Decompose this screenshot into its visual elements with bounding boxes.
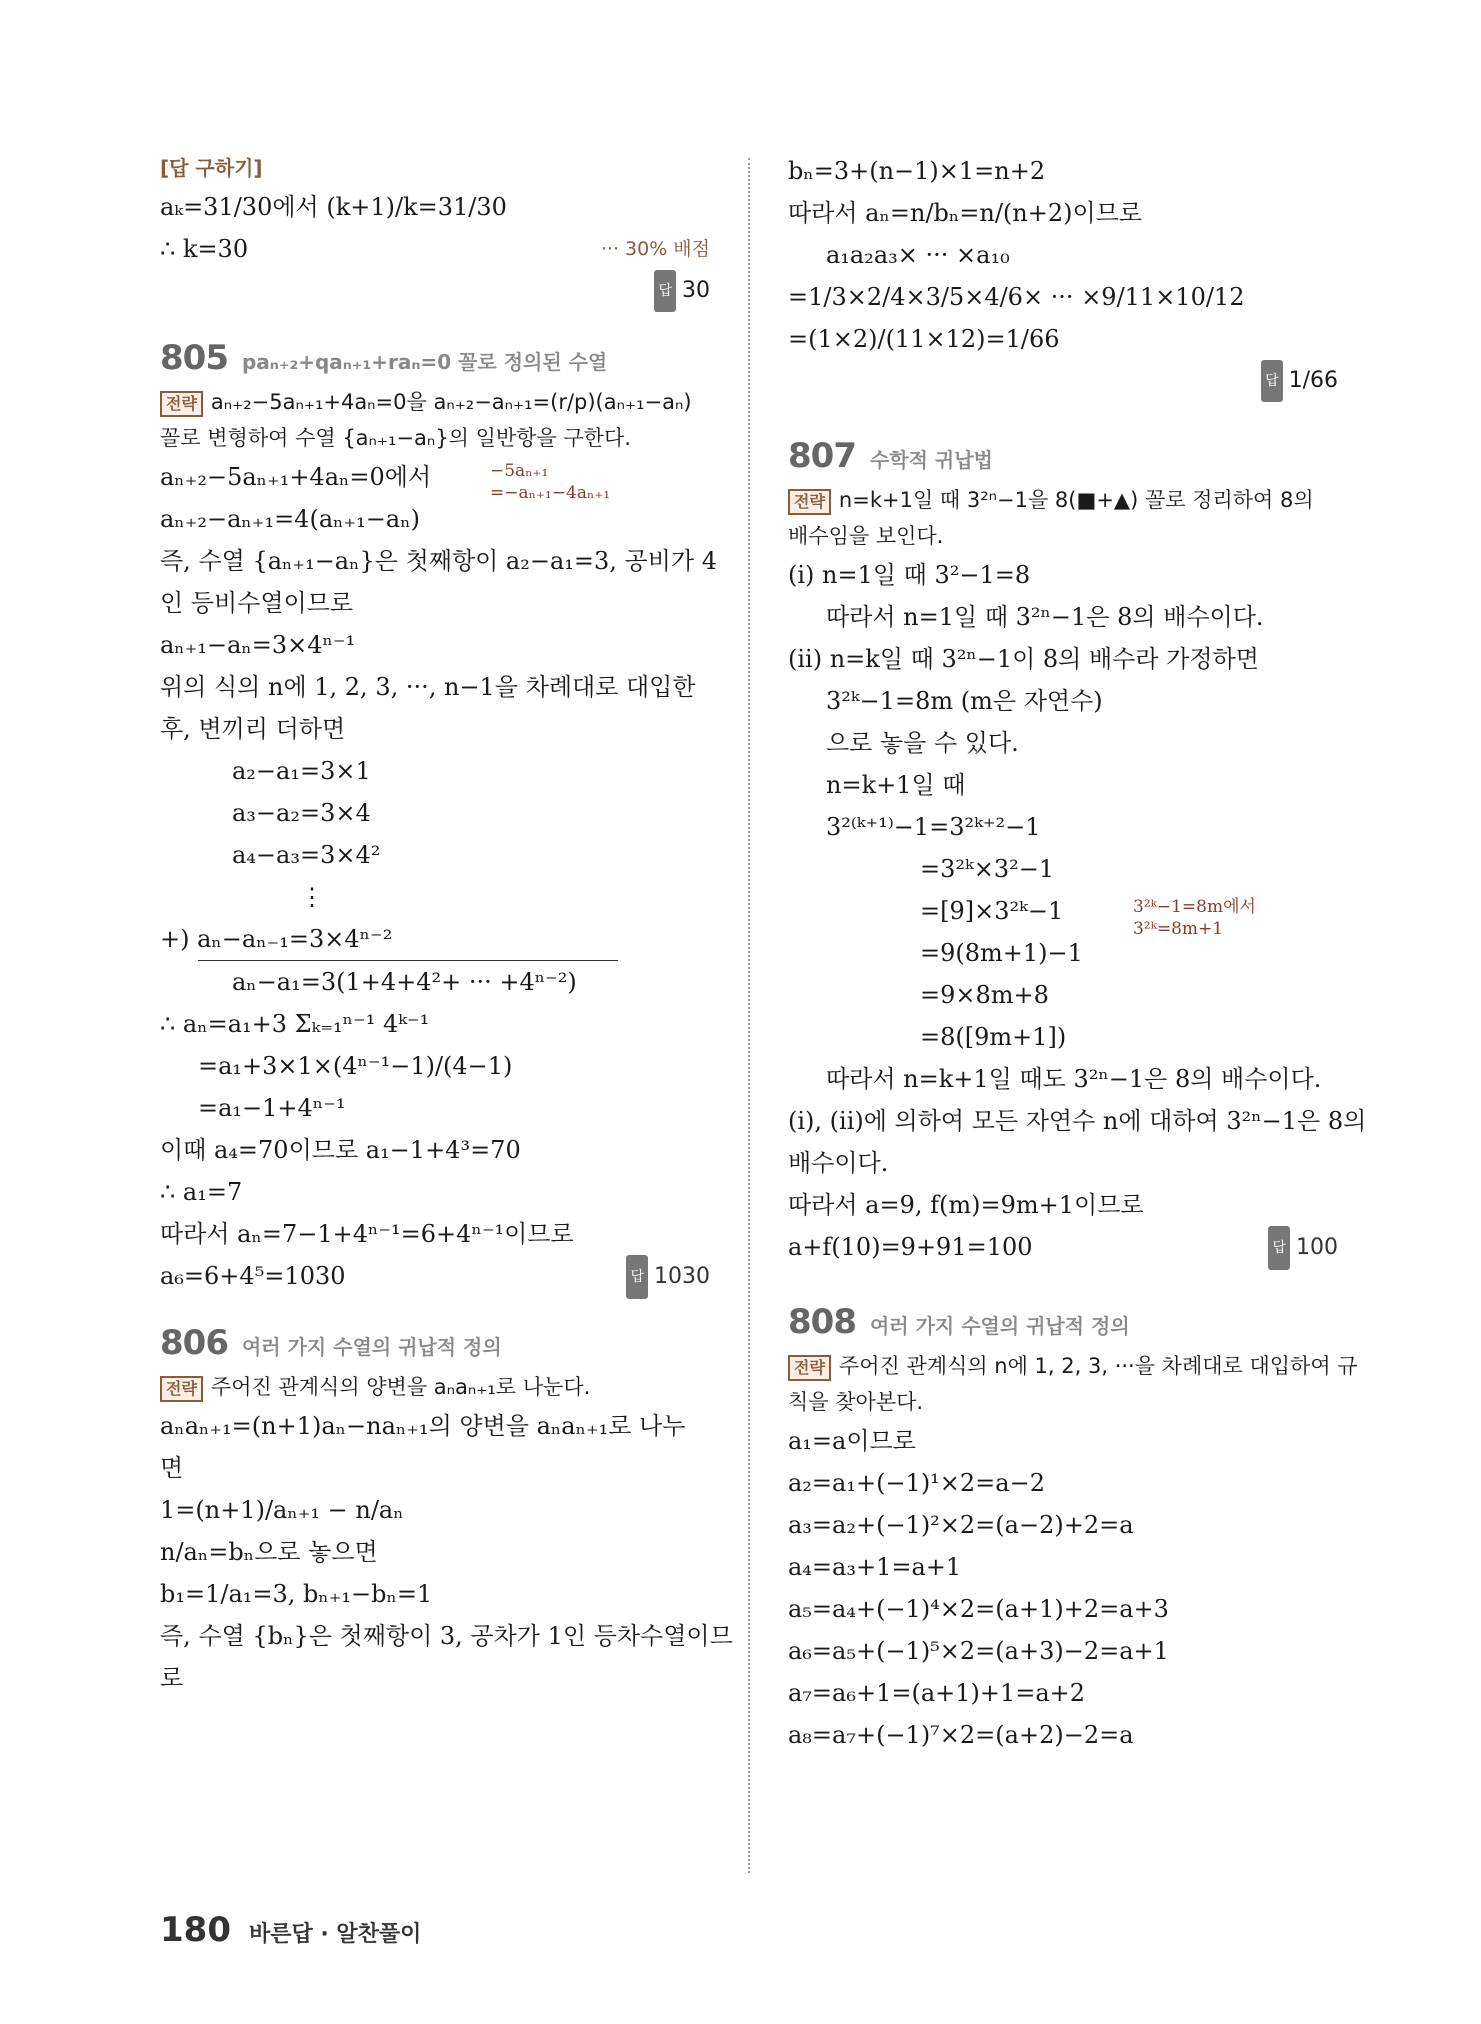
- math-line: 즉, 수열 {aₙ₊₁−aₙ}은 첫째항이 a₂−a₁=3, 공비가 4: [160, 547, 717, 575]
- math-line: a₂=a₁+(−1)¹×2=a−2: [788, 1469, 1045, 1497]
- answer-badge: 답: [626, 1255, 648, 1299]
- math-line: b₁=1/a₁=3, bₙ₊₁−bₙ=1: [160, 1580, 433, 1608]
- answer-badge: 답: [654, 270, 676, 312]
- math-line: 위의 식의 n에 1, 2, 3, ···, n−1을 차례대로 대입한: [160, 673, 696, 701]
- answer-box: 답 1/66: [788, 360, 1338, 402]
- math-line: ∴ k=30 ··· 30% 배점: [160, 228, 710, 270]
- math-line: a₃=a₂+(−1)²×2=(a−2)+2=a: [788, 1511, 1134, 1539]
- math-line: a₇=a₆+1=(a+1)+1=a+2: [788, 1679, 1086, 1707]
- math-line: 1=(n+1)/aₙ₊₁ − n/aₙ: [160, 1496, 404, 1524]
- math-line: aₙ₊₂−5aₙ₊₁+4aₙ=0에서 −5aₙ₊₁ =−aₙ₊₁−4aₙ₊₁: [160, 461, 611, 503]
- answer-box: 답 1030: [626, 1255, 710, 1299]
- strategy-badge: 전략: [160, 391, 203, 417]
- math-line: 따라서 aₙ=7−1+4ⁿ⁻¹=6+4ⁿ⁻¹이므로: [160, 1220, 574, 1248]
- math-line: a₃−a₂=3×4: [232, 799, 371, 827]
- score-note: ··· 30% 배점: [600, 238, 710, 260]
- answer-badge: 답: [1268, 1226, 1290, 1270]
- math-line: aₙaₙ₊₁=(n+1)aₙ−naₙ₊₁의 양변을 aₙaₙ₊₁로 나누: [160, 1412, 686, 1440]
- math-line: aₙ₊₁−aₙ=3×4ⁿ⁻¹: [160, 631, 356, 659]
- math-line: a₆=a₅+(−1)⁵×2=(a+3)−2=a+1: [788, 1637, 1169, 1665]
- side-note: 3²ᵏ−1=8m에서 3²ᵏ=8m+1: [1133, 897, 1256, 939]
- problem-header-805: [160, 338, 710, 384]
- math-line: n=k+1일 때: [826, 771, 966, 799]
- math-line: +) aₙ−aₙ₋₁=3×4ⁿ⁻²: [160, 925, 393, 953]
- problem-title: 여러 가지 수열의 귀납적 정의: [869, 1314, 1130, 1338]
- math-line: aₙ−a₁=3(1+4+4²+ ··· +4ⁿ⁻²): [232, 968, 577, 996]
- math-line: a₆=6+4⁵=1030 답 1030: [160, 1255, 710, 1297]
- problem-header-806: [160, 1323, 710, 1369]
- problem-header-807: [788, 436, 1338, 482]
- page-number: 180: [160, 1910, 231, 1950]
- math-line: 따라서 n=k+1일 때도 3²ⁿ−1은 8의 배수이다.: [826, 1065, 1322, 1093]
- answer-box: 답 100: [1268, 1226, 1338, 1270]
- math-line: bₙ=3+(n−1)×1=n+2: [788, 157, 1046, 185]
- strategy-line: 전략 aₙ₊₂−5aₙ₊₁+4aₙ=0을 aₙ₊₂−aₙ₊₁=(r/p)(aₙ₊₁−aₙ): [160, 384, 710, 420]
- problem-number: 805: [160, 338, 228, 378]
- strategy-badge: 전략: [788, 1355, 831, 1381]
- math-line: a₁a₂a₃× ··· ×a₁₀: [826, 241, 1010, 269]
- math-line: a₈=a₇+(−1)⁷×2=(a+2)−2=a: [788, 1721, 1134, 1749]
- math-line: 배수이다.: [788, 1149, 889, 1177]
- math-line: 면: [160, 1454, 184, 1482]
- math-line: a₅=a₄+(−1)⁴×2=(a+1)+2=a+3: [788, 1595, 1169, 1623]
- math-line: ⋮: [300, 883, 324, 911]
- strategy-line: 꼴로 변형하여 수열 {aₙ₊₁−aₙ}의 일반항을 구한다.: [160, 426, 631, 450]
- math-line: 따라서 n=1일 때 3²ⁿ−1은 8의 배수이다.: [826, 603, 1264, 631]
- math-line: aₖ=31/30에서 (k+1)/k=31/30: [160, 193, 507, 221]
- math-line: (i) n=1일 때 3²−1=8: [788, 561, 1031, 589]
- math-line: 3²ᵏ−1=8m (m은 자연수): [826, 687, 1103, 715]
- math-line: 으로 놓을 수 있다.: [826, 729, 1019, 757]
- math-line: (ii) n=k일 때 3²ⁿ−1이 8의 배수라 가정하면: [788, 645, 1259, 673]
- math-line: =9(8m+1)−1: [920, 939, 1083, 967]
- math-line: n/aₙ=bₙ으로 놓으면: [160, 1538, 378, 1566]
- math-line: ∴ aₙ=a₁+3 Σₖ₌₁ⁿ⁻¹ 4ᵏ⁻¹: [160, 1010, 430, 1038]
- math-line: 3²⁽ᵏ⁺¹⁾−1=3²ᵏ⁺²−1: [826, 813, 1041, 841]
- side-note: −5aₙ₊₁ =−aₙ₊₁−4aₙ₊₁: [490, 461, 611, 503]
- problem-title: paₙ₊₂+qaₙ₊₁+raₙ=0 꼴로 정의된 수열: [241, 350, 608, 374]
- math-line: =9×8m+8: [920, 981, 1049, 1009]
- math-line: 후, 변끼리 더하면: [160, 715, 346, 743]
- problem-number: 807: [788, 436, 856, 476]
- problem-number: 808: [788, 1302, 856, 1342]
- math-line: a₂−a₁=3×1: [232, 757, 371, 785]
- strategy-line: 전략 n=k+1일 때 3²ⁿ−1을 8(■+▲) 꼴로 정리하여 8의: [788, 482, 1338, 518]
- math-line: 즉, 수열 {bₙ}은 첫째항이 3, 공차가 1인 등차수열이므: [160, 1622, 733, 1650]
- math-line: =[9]×3²ᵏ−1 3²ᵏ−1=8m에서 3²ᵏ=8m+1: [920, 897, 1256, 939]
- strategy-line: 배수임을 보인다.: [788, 524, 944, 548]
- math-line: =a₁+3×1×(4ⁿ⁻¹−1)/(4−1): [198, 1052, 513, 1080]
- page-footer: [160, 1910, 421, 1950]
- problem-header-808: [788, 1302, 1338, 1348]
- math-line: a₄−a₃=3×4²: [232, 841, 381, 869]
- math-line: (i), (ii)에 의하여 모든 자연수 n에 대하여 3²ⁿ−1은 8의: [788, 1107, 1367, 1135]
- math-line: a₄=a₃+1=a+1: [788, 1553, 962, 1581]
- math-line: ∴ a₁=7: [160, 1178, 243, 1206]
- strategy-badge: 전략: [160, 1376, 203, 1402]
- math-line: a₁=a이므로: [788, 1427, 916, 1455]
- left-column: [160, 150, 733, 1699]
- strategy-line: 칙을 찾아본다.: [788, 1390, 924, 1414]
- math-line: =3²ᵏ×3²−1: [920, 855, 1055, 883]
- book-title: 바른답 · 알찬풀이: [248, 1922, 422, 1947]
- answer-badge: 답: [1261, 360, 1283, 402]
- strategy-line: 전략 주어진 관계식의 n에 1, 2, 3, ···을 차례대로 대입하여 규: [788, 1348, 1338, 1384]
- math-line: =8([9m+1]): [920, 1023, 1067, 1051]
- math-line: 따라서 aₙ=n/bₙ=n/(n+2)이므로: [788, 199, 1143, 227]
- answer-heading: [답 구하기]: [160, 156, 263, 180]
- math-line: =(1×2)/(11×12)=1/66: [788, 325, 1060, 353]
- problem-number: 806: [160, 1323, 228, 1363]
- strategy-line: 전략 주어진 관계식의 양변을 aₙaₙ₊₁로 나눈다.: [160, 1369, 710, 1405]
- math-line: 로: [160, 1664, 184, 1692]
- right-column: [788, 150, 1367, 1756]
- math-line: =1/3×2/4×3/5×4/6× ··· ×9/11×10/12: [788, 283, 1245, 311]
- math-line: =a₁−1+4ⁿ⁻¹: [198, 1094, 346, 1122]
- answer-box: 답 30: [160, 270, 710, 312]
- problem-title: 수학적 귀납법: [869, 448, 993, 472]
- column-divider: [748, 158, 750, 1873]
- math-line: 인 등비수열이므로: [160, 589, 354, 617]
- problem-title: 여러 가지 수열의 귀납적 정의: [241, 1335, 502, 1359]
- strategy-badge: 전략: [788, 489, 831, 515]
- math-line: aₙ₊₂−aₙ₊₁=4(aₙ₊₁−aₙ): [160, 505, 420, 533]
- math-line: 이때 a₄=70이므로 a₁−1+4³=70: [160, 1136, 521, 1164]
- math-line: a+f(10)=9+91=100 답 100: [788, 1226, 1338, 1268]
- math-line: 따라서 a=9, f(m)=9m+1이므로: [788, 1191, 1144, 1219]
